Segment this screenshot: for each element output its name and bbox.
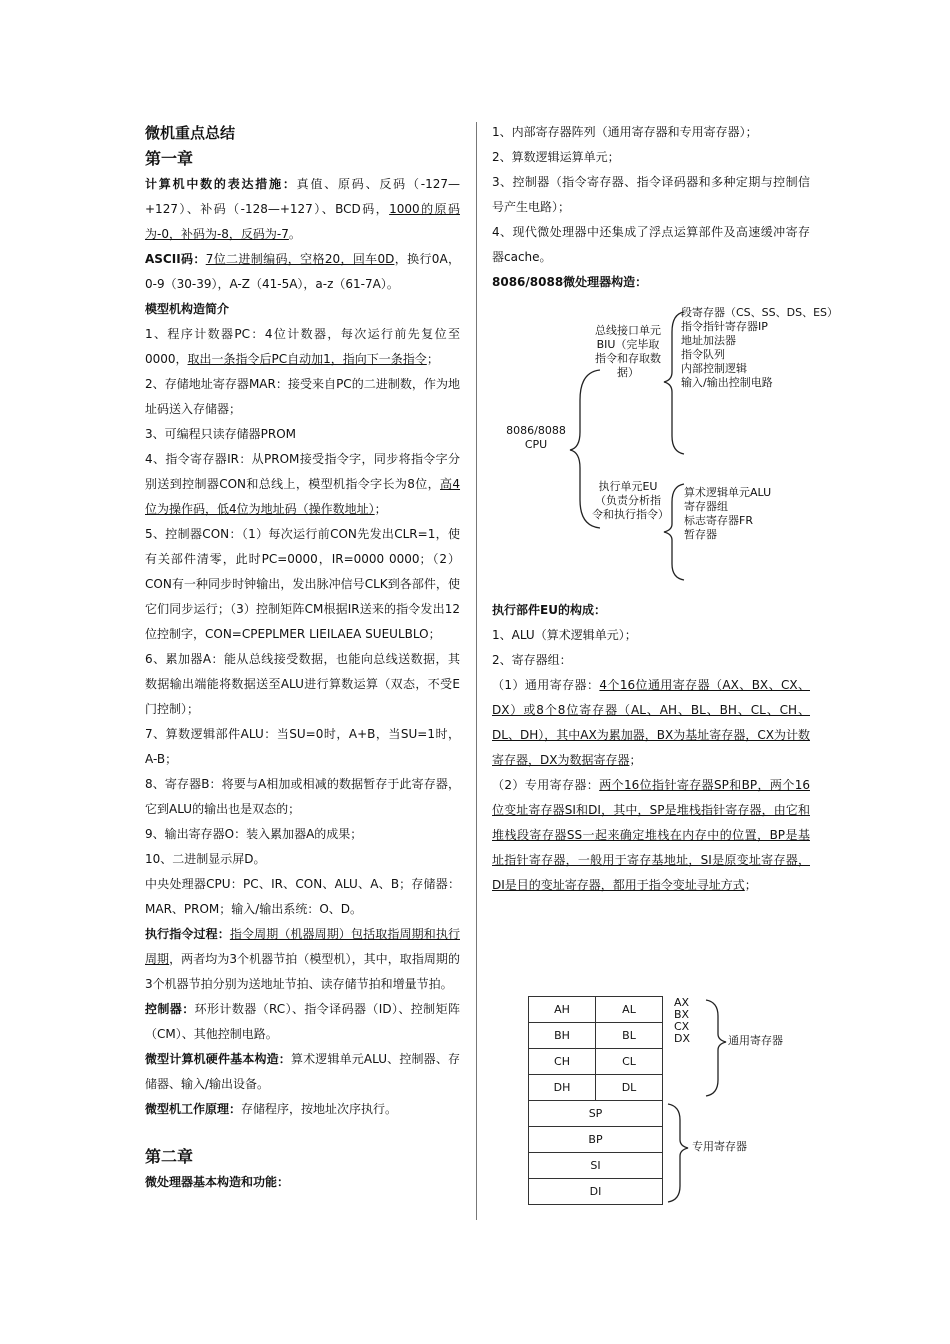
register-row xyxy=(529,1075,663,1101)
document-title: 微机重点总结 xyxy=(145,124,236,142)
item-alu-unit: 2、算数逻辑运算单元； xyxy=(492,150,620,164)
controller: 控制器：环形计数器（RC）、指令译码器（ID）、控制矩阵（CM）、其他控制电路。 xyxy=(145,1002,460,1041)
item-accumulator: 6、累加器A：能从总线接受数据，也能向总线送数据，其数据输出端能将数据送至ALU进行算数运算（双态，不受E门控制）； xyxy=(145,652,460,716)
register-cell: AL xyxy=(596,997,663,1023)
register-table xyxy=(528,996,663,1205)
eu-register-group: 2、寄存器组： xyxy=(492,653,572,667)
execution-process: 执行指令过程：指令周期（机器周期）包括取指周期和执行周期，两者均为3个机器节拍（模型机），其中，取指周期的3个机器节拍分别为送地址节拍、读存储节拍和增量节拍。 xyxy=(145,927,460,991)
biu-items xyxy=(681,306,861,390)
eu-item: 寄存器组 xyxy=(684,500,728,513)
biu-item: 指令指针寄存器IP xyxy=(681,320,768,333)
eu-label: 执行单元EU（负责分析指令和执行指令） xyxy=(592,480,669,521)
hardware-structure: 微型计算机硬件基本构造：算术逻辑单元ALU、控制器、存储器、输入/输出设备。 xyxy=(145,1052,460,1091)
biu-item: 指令队列 xyxy=(681,348,725,361)
reg16-label: BX xyxy=(674,1008,690,1021)
register-row xyxy=(529,1049,663,1075)
microprocessor-structure-heading: 微处理器基本构造和功能： xyxy=(145,1175,290,1189)
register-row xyxy=(529,997,663,1023)
register-cell: BL xyxy=(596,1023,663,1049)
item-prom: 3、可编程只读存储器PROM xyxy=(145,427,297,441)
register-16bit-names xyxy=(674,997,690,1045)
cpu-root-label: 8086/8088 CPU xyxy=(506,424,566,451)
eu-brace xyxy=(664,484,684,580)
eu-general-registers: （1）通用寄存器：4个16位通用寄存器（AX、BX、CX、DX）或8个8位寄存器（AL、AH、BL、BH、CL、CH、DL、DH），其中AX为累加器，BX为基址寄存器，CX为计数寄存器，DX为数据寄存器； xyxy=(492,678,810,767)
general-register-brace xyxy=(706,1000,726,1096)
item-controller: 3、控制器（指令寄存器、指令译码器和多种定期与控制信号产生电路）； xyxy=(492,175,810,214)
item-pc: 1、程序计数器PC：4位计数器，每次运行前先复位至0000，取出一条指令后PC自动加1，指向下一条指令； xyxy=(145,327,460,366)
register-cell: DL xyxy=(596,1075,663,1101)
ascii-code: ASCII码：7位二进制编码，空格20，回车0D，换行0A，0-9（30-39），A-Z（41-5A），a-z（61-7A）。 xyxy=(145,252,460,291)
eu-heading: 执行部件EU的构成： xyxy=(492,603,606,617)
working-principle: 微型机工作原理：存储程序，按地址次序执行。 xyxy=(145,1102,398,1116)
register-cell: SP xyxy=(529,1101,663,1127)
register-cell: CH xyxy=(529,1049,596,1075)
eu-item: 标志寄存器FR xyxy=(684,514,753,527)
reg16-label: AX xyxy=(674,996,690,1009)
eu-alu: 1、ALU（算术逻辑单元）； xyxy=(492,628,637,642)
item-ir: 4、指令寄存器IR：从PROM接受指令字，同步将指令字分别送到控制器CON和总线上，模型机指令字长为8位，高4位为操作码，低4位为地址码（操作数地址）； xyxy=(145,452,461,516)
item-register-b: 8、寄存器B：将要与A相加或相减的数据暂存于此寄存器，它到ALU的输出也是双态的； xyxy=(145,777,460,816)
register-cell: BH xyxy=(529,1023,596,1049)
item-con: 5、控制器CON：（1）每次运行前CON先发出CLR=1，使有关部件清零，此时PC=0000，IR=0000 0000；（2）CON有一种同步时钟输出，发出脉冲信号CLK到各部件，使它们同步运行；（3）控制矩阵CM根据IR送来的指令发出12位控制字，CON=CPEPLMER LIEILAEA SUEULBLO； xyxy=(145,527,460,641)
register-row xyxy=(529,1127,663,1153)
biu-label: 总线接口单元BIU（完毕取指令和存取数据） xyxy=(595,324,661,379)
cpu-summary: 中央处理器CPU：PC、IR、CON、ALU、A、B；存储器：MAR、PROM；输入/输出系统：O、D。 xyxy=(145,877,460,916)
biu-item: 地址加法器 xyxy=(681,334,736,347)
register-cell: CL xyxy=(596,1049,663,1075)
general-register-label: 通用寄存器 xyxy=(728,1034,783,1047)
item-fpu-cache: 4、现代微处理器中还集成了浮点运算部件及高速缓冲寄存器cache。 xyxy=(492,225,810,264)
special-register-brace xyxy=(668,1104,688,1202)
eu-special-registers: （2）专用寄存器：两个16位指针寄存器SP和BP，两个16位变址寄存器SI和DI，其中，SP是堆栈指针寄存器，由它和堆栈段寄存器SS一起来确定堆栈在内存中的位置，BP是基址指针寄存器，一般用于寄存基地址，SI是原变址寄存器，DI是目的变址寄存器，都用于指令变址寻址方式； xyxy=(492,778,810,892)
item-mar: 2、存储地址寄存器MAR：接受来自PC的二进制数，作为地址码送入存储器； xyxy=(145,377,460,416)
item-output-register: 9、输出寄存器O：装入累加器A的成果； xyxy=(145,827,363,841)
special-register-label: 专用寄存器 xyxy=(692,1140,747,1153)
eu-item: 暂存器 xyxy=(684,528,717,541)
item-alu: 7、算数逻辑部件ALU：当SU=0时，A+B，当SU=1时，A-B； xyxy=(145,727,460,766)
reg16-label: CX xyxy=(674,1020,690,1033)
register-cell: AH xyxy=(529,997,596,1023)
biu-item: 段寄存器（CS、SS、DS、ES） xyxy=(681,306,839,319)
model-machine-heading: 模型机构造简介 xyxy=(145,302,230,316)
item-display: 10、二进制显示屏D。 xyxy=(145,852,266,866)
cpu-structure-heading: 8086/8088微处理器构造： xyxy=(492,275,648,289)
register-row xyxy=(529,1153,663,1179)
number-representation: 计算机中数的表达措施：真值、原码、反码（-127—+127）、补码（-128—+127）、BCD码，1000的原码为-0，补码为-8，反码为-7。 xyxy=(145,177,460,241)
register-row xyxy=(529,1179,663,1205)
eu-item: 算术逻辑单元ALU xyxy=(684,486,772,499)
register-cell: BP xyxy=(529,1127,663,1153)
reg16-label: DX xyxy=(674,1032,691,1045)
register-cell: SI xyxy=(529,1153,663,1179)
biu-item: 内部控制逻辑 xyxy=(681,362,747,375)
item-register-array: 1、内部寄存器阵列（通用寄存器和专用寄存器）； xyxy=(492,125,758,139)
chapter-2-heading: 第二章 xyxy=(145,1147,194,1166)
chapter-1-heading: 第一章 xyxy=(145,149,194,168)
register-row xyxy=(529,1101,663,1127)
register-cell: DI xyxy=(529,1179,663,1205)
register-row xyxy=(529,1023,663,1049)
eu-items xyxy=(684,486,814,542)
biu-item: 输入/输出控制电路 xyxy=(681,376,773,389)
register-cell: DH xyxy=(529,1075,596,1101)
